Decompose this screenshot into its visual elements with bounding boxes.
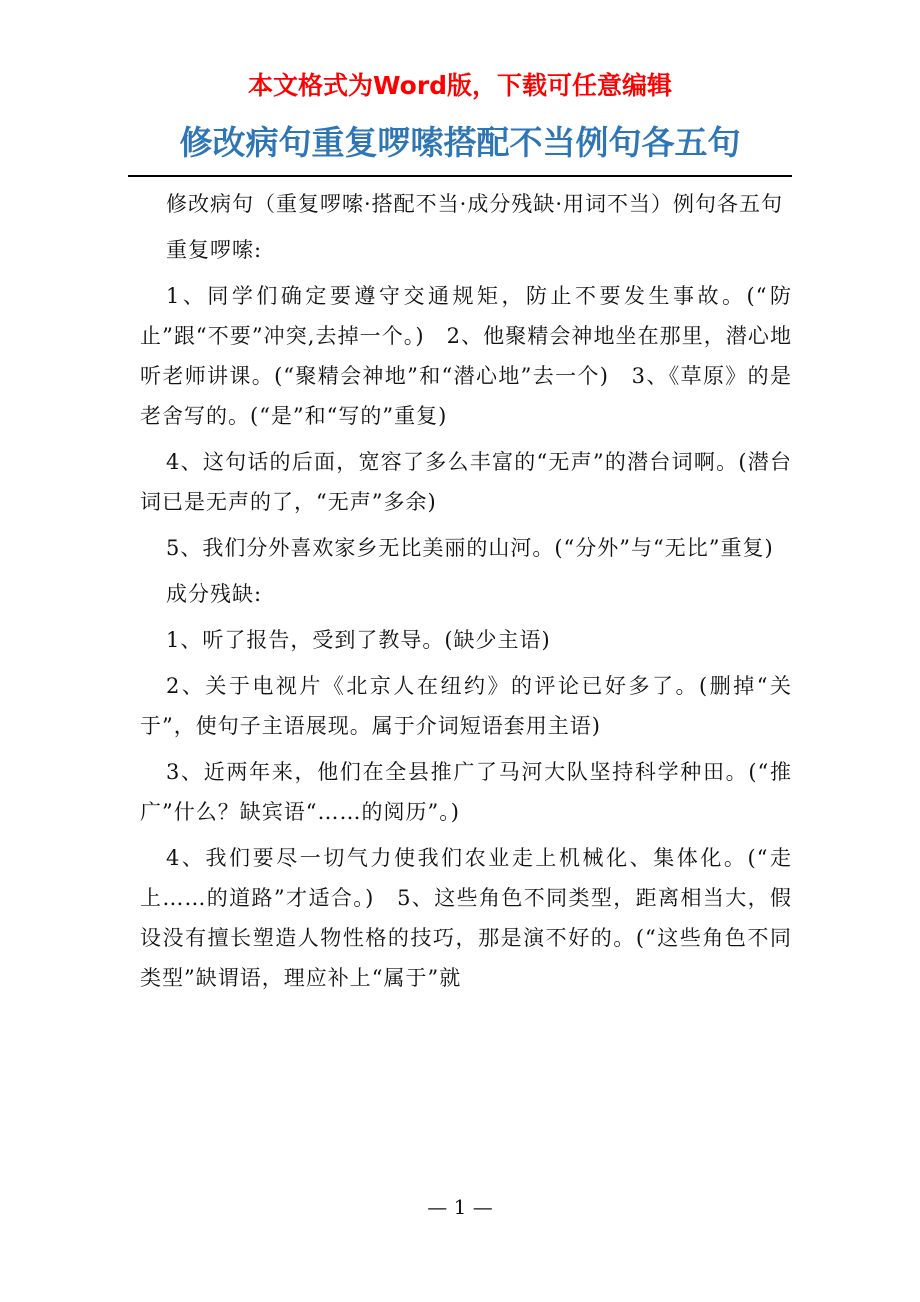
paragraph: 1、听了报告，受到了教导。(缺少主语) <box>166 628 551 652</box>
page-number: — 1 — <box>427 1195 493 1219</box>
download-banner: 本文格式为Word版，下载可任意编辑 <box>247 71 673 100</box>
section-heading-repetition: 重复啰嗦: <box>166 238 263 262</box>
paragraph: 1、同学们确定要遵守交通规矩，防止不要发生事故。(“防止”跟“不要”冲突,去掉一个。) 2、他聚精会神地坐在那里，潜心地听老师讲课。(“聚精会神地”和“潜心地”去一个) 3、《草原》的是老舍写的。(“是”和“写的”重复) <box>140 284 792 428</box>
section-heading-missing-components: 成分残缺: <box>166 582 263 606</box>
title-divider <box>128 175 792 177</box>
paragraph: 4、这句话的后面，宽容了多么丰富的“无声”的潜台词啊。(潜台词已是无声的了，“无声”多余) <box>140 450 792 514</box>
intro-paragraph: 修改病句（重复啰嗦·搭配不当·成分残缺·用词不当）例句各五句 <box>166 192 784 216</box>
document-body <box>140 184 792 1004</box>
paragraph: 4、我们要尽一切气力使我们农业走上机械化、集体化。(“走上……的道路”才适合。) 5、这些角色不同类型，距离相当大，假设没有擅长塑造人物性格的技巧，那是演不好的。(“这些角色不同类型”缺谓语，理应补上“属于”就 <box>140 846 792 990</box>
paragraph: 3、近两年来，他们在全县推广了马河大队坚持科学种田。(“推广”什么？缺宾语“……的阅历”。) <box>140 760 792 824</box>
paragraph: 2、关于电视片《北京人在纽约》的评论已好多了。(删掉“关于”，使句子主语展现。属于介词短语套用主语) <box>140 674 792 738</box>
document-title: 修改病句重复啰嗦搭配不当例句各五句 <box>179 123 741 162</box>
paragraph: 5、我们分外喜欢家乡无比美丽的山河。(“分外”与“无比”重复) <box>166 536 774 560</box>
